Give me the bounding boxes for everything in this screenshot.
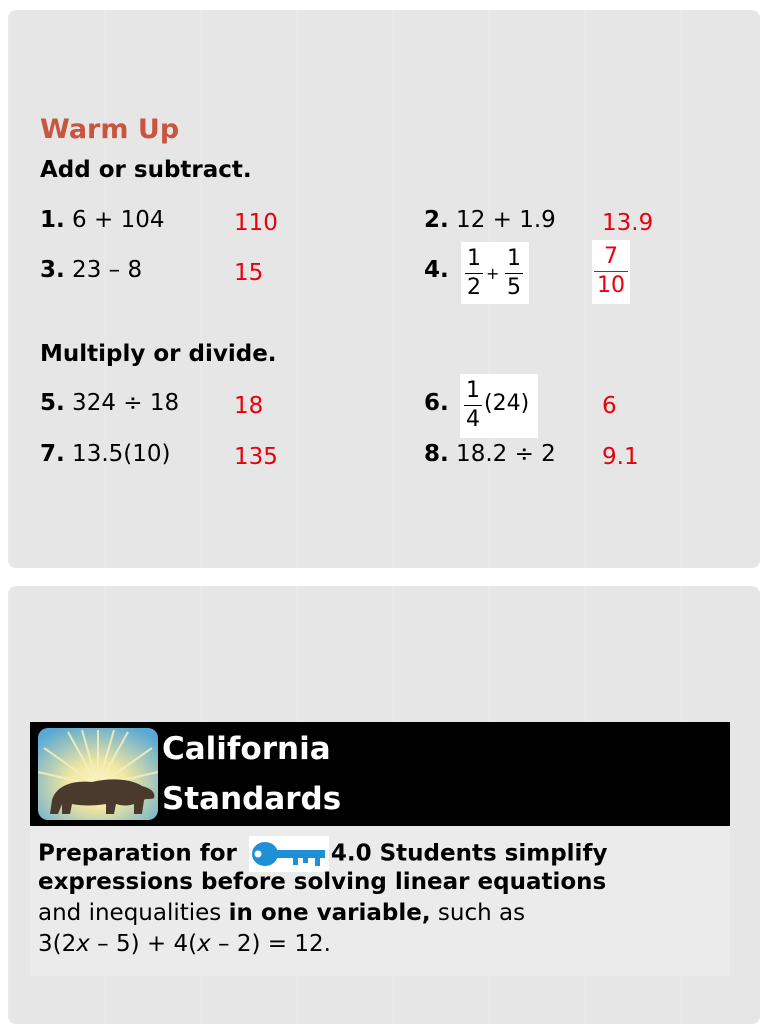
standard-line-3: and inequalities in one variable, such as <box>38 900 526 926</box>
warm-up-slide <box>8 10 760 568</box>
california-bear-logo-icon <box>38 728 158 820</box>
warm-up-title: Warm Up <box>40 114 180 145</box>
banner-line-california: California <box>162 731 331 767</box>
problem-7: 7. 13.5(10) <box>40 441 171 467</box>
add-subtract-heading: Add or subtract. <box>40 157 252 183</box>
problem-5: 5. 324 ÷ 18 <box>40 390 180 416</box>
plus-sign: + <box>486 264 500 283</box>
standard-equation: 3(2x – 5) + 4(x – 2) = 12. <box>38 931 331 957</box>
problem-4-expression <box>461 242 529 304</box>
fraction-one-quarter: 1 4 <box>466 378 480 432</box>
fraction-one-fifth: 1 5 <box>507 246 521 300</box>
problem-6-expression <box>460 374 538 438</box>
problem-4-label: 4. <box>424 257 449 283</box>
problem-8: 8. 18.2 ÷ 2 <box>424 441 556 467</box>
times-24: (24) <box>484 391 530 416</box>
problem-6-label: 6. <box>424 390 449 416</box>
fraction-seven-tenths: 7 10 <box>594 244 628 299</box>
problem-2: 2. 12 + 1.9 <box>424 207 556 233</box>
standard-text-box <box>30 826 730 976</box>
answer-7: 135 <box>234 444 278 470</box>
fraction-one-half: 1 2 <box>467 246 481 300</box>
problem-3: 3. 23 – 8 <box>40 257 143 283</box>
standard-line-2: expressions before solving linear equations <box>38 869 607 895</box>
standards-banner <box>30 722 730 826</box>
answer-4 <box>592 240 630 304</box>
multiply-divide-heading: Multiply or divide. <box>40 341 277 367</box>
standard-line-1: Preparation for 4.0 Students simplify <box>38 836 607 872</box>
problem-1: 1. 6 + 104 <box>40 207 165 233</box>
banner-line-standards: Standards <box>162 781 342 817</box>
answer-1: 110 <box>234 210 278 236</box>
answer-6: 6 <box>602 393 617 419</box>
answer-5: 18 <box>234 393 264 419</box>
answer-3: 15 <box>234 260 264 286</box>
answer-8: 9.1 <box>602 444 639 470</box>
standards-slide <box>8 586 760 1024</box>
answer-2: 13.9 <box>602 210 654 236</box>
